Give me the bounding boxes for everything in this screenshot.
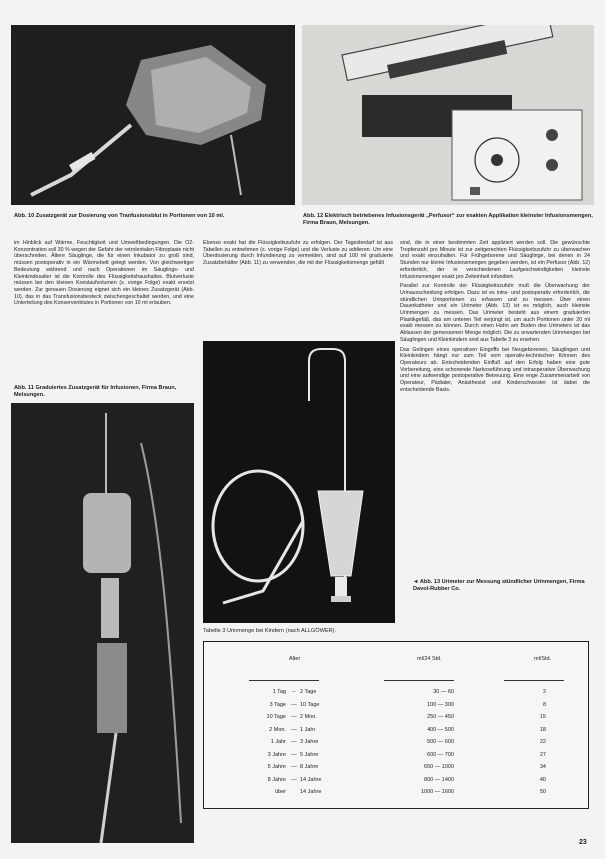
perfusor-illustration — [302, 25, 594, 205]
caption-abb11: Abb. 11 Graduiertes Zusatzgerät für Infusionen, Firma Braun, Melsungen. — [14, 385, 177, 398]
photo-abb12 — [302, 25, 594, 205]
table-cell: — — [291, 714, 297, 720]
table-cell: 10 Tage — [266, 714, 286, 720]
table-cell: 18 — [539, 726, 546, 733]
table-cell: 1000 — 1600 — [420, 789, 454, 795]
table-cell: 800 — 1400 — [424, 776, 454, 783]
photo-abb11 — [11, 403, 194, 843]
table-cell: 8 Jahre — [267, 776, 286, 783]
table-cell: 50 — [539, 789, 546, 795]
urine-table — [203, 641, 589, 809]
urimeter-illustration — [203, 341, 395, 623]
table-cell: — — [291, 776, 297, 783]
body-column-1 — [14, 240, 194, 308]
table-cell: 5 Jahre — [267, 764, 286, 770]
paragraph: Das Gelingen eines operativen Eingriffs bei Neugeborenen, Säuglingen und Kleinkindern hängt nur zum Teil vom operativ-technischen Können des Operateurs ab. Entscheidenden Einfluß auf den Erfolg haben eine gute Vorbereitung, eine schonende Narkoseführung und intraoperative Überwachung und eine aufwendige postoperative Betreuung. Eine enge Zusammenarbeit von Operateur, Pädiater, Anästhesist und Kinderschwester ist dabei die entscheidende Basis. — [400, 346, 590, 393]
table-cell: — — [291, 739, 297, 745]
paragraph: Ebenso exakt hat die Flüssigkeitszufuhr zu erfolgen. Der Tagesbedarf ist aus Tabellen zu entnehmen (s. vorige Folge) und die Verluste zu addieren. Um eine Überdosierung durch Infundierung zu vermeiden, sind auf 100 ml graduierte Zusatzbehälter (Abb. 11) zu verwenden, die mit der Flüssigkeitsmenge gefüllt — [203, 240, 393, 267]
paragraph: im Hinblick auf Wärme, Feuchtigkeit und Umweltbedingungen. Die O2-Konzentration soll 30 % wegen der Gefahr der retrolentalen Fibroplasie nicht überschreiten. Ältere Säuglinge, die für einen Inkubator zu groß sind, müssen postoperativ in ein Wärmebett gelegt werden. Von gleichwertiger Bedeutung während und nach Operationen im Säuglings- und Kleinkindesalter ist die Kontrolle des Flüssigkeitshaushaltes. Blutverluste müssen bei den kleinen Kreislaufvolumen (s. vorige Folge) exakt ersetzt werden. Zur genauen Dosierung eignet sich ein kleines Zusatzgerät (Abb. 10), das in das Transfusionsbesteck zwischengeschaltet werden, und eine Unterteilung des Konservenblutes in Portionen von 10 ml erlauben. — [14, 240, 194, 307]
photo-abb13 — [203, 341, 395, 623]
photo-abb10 — [11, 25, 295, 205]
table-cell: 40 — [539, 776, 546, 783]
caption-abb10: Abb. 10 Zusatzgerät zur Dosierung von Tranfusionsblut in Portionen von 10 ml. — [14, 213, 225, 219]
table-cell: — — [291, 751, 297, 758]
table-cell: 10 Tage — [300, 701, 320, 708]
table-cell: 500 — 600 — [427, 739, 454, 745]
table-cell: 8 Jahre — [300, 764, 319, 770]
table-cell: 2 Mon. — [269, 726, 286, 733]
body-column-2 — [203, 240, 393, 268]
table-cell: 1 Tag — [272, 689, 286, 695]
table-title: Tabelle 3 Urinmenge bei Kindern (nach ALLGÖWER). — [203, 628, 337, 634]
table-cell: 100 — 300 — [427, 701, 454, 708]
table-cell: 27 — [539, 751, 546, 758]
table-cell: 3 Tage — [269, 701, 286, 708]
paragraph: Parallel zur Kontrolle der Flüssigkeitszufuhr muß die Überwachung der Urinausscheidung erfolgen. Dazu ist es intra- und postoperativ erforderlich, die stündlichen Urinportionen zu erfassen und zu messen. Über einen Dauerkatheter und ein Urimeter (Abb. 13) ist es möglich, auch kleinste Urinmengen zu messen. Das Urimeter besteht aus einem graduierten Plastikgefäß, das am unteren Teil verjüngt ist, um auch Portionen unter 20 ml exakt messen zu können. Durch einen Hahn am Boden des Urimeters ist das Ablassen der gemessenen Menge möglich. Die zu erwartenden Urinmengen bei Säuglingen und Kleinkindern sind aus Tabelle 3 zu ersehen. — [400, 283, 590, 343]
table-cell: 1 Jahr — [300, 726, 316, 733]
graduated-infusion-illustration — [11, 403, 194, 843]
table-cell: 250 — 450 — [427, 714, 454, 720]
table-cell: – — [292, 689, 296, 695]
caption-abb12: Abb. 12 Elektrisch betriebenes Infusionsgerät „Perfusor“ zur exakten Applikation kleinster Infusionsmengen, Firma Braun, Melsungen. — [303, 213, 593, 226]
table-header-ml24: ml/24 Std. — [417, 656, 442, 662]
table-cell: 2 Mon. — [300, 714, 317, 720]
table-cell: 5 Jahre — [300, 751, 319, 758]
table-cell: — — [291, 764, 297, 770]
table-cell: 650 — 1000 — [424, 764, 454, 770]
table-cell: 2 — [542, 689, 546, 695]
table-cell: 3 Jahre — [267, 751, 286, 758]
header-rule — [504, 680, 564, 681]
table-cell: 15 — [539, 714, 546, 720]
table-header-age: Alter — [289, 656, 301, 662]
table-cell: 30 — 60 — [433, 689, 454, 695]
page-number: 23 — [579, 839, 587, 846]
header-rule — [249, 680, 319, 681]
table-cell: — — [291, 726, 297, 733]
body-column-3 — [400, 240, 590, 394]
table-cell: 3 Jahre — [300, 739, 319, 745]
table-cell: 2 Tage — [300, 689, 317, 695]
caption-abb13: ◄ Abb. 13 Urimeter zur Messung stündlicher Urinmengen, Firma Davol-Rubber Co. — [413, 579, 585, 592]
table-cell: 22 — [539, 739, 546, 745]
table-cell: 400 — 500 — [427, 726, 454, 733]
table-header-mlh: ml/Std. — [534, 656, 552, 662]
table-cell: 1 Jahr — [270, 739, 286, 745]
paragraph: sind, die in einer bestimmten Zeit appliziert werden soll. Die gewünschte Tropfenzahl pro Minute ist zur zeitgerechten Flüssigkeitszufuhr zu überwachen und exakt einzuhalten. Für Frühgeborene und Säuglinge, bei denen in 24 Stunden nur kleine Infusionsmengen gegeben werden, ist ein Perfusor (Abb. 12) erforderlich, der in verschiedenen Laufgeschwindigkeiten kleinste Infusionsmengen exakt pro Zeiteinheit infundiert. — [400, 240, 590, 280]
header-rule — [384, 680, 454, 681]
table-cell: 34 — [539, 764, 546, 770]
table-cell: 600 — 700 — [427, 751, 454, 758]
table-cell: 14 Jahre — [300, 776, 322, 783]
table-cell: über — [274, 789, 286, 795]
table-cell: 14 Jahre — [300, 789, 322, 795]
bag-illustration — [11, 25, 295, 205]
table-cell: — — [291, 701, 297, 708]
table-cell: 8 — [542, 701, 546, 708]
